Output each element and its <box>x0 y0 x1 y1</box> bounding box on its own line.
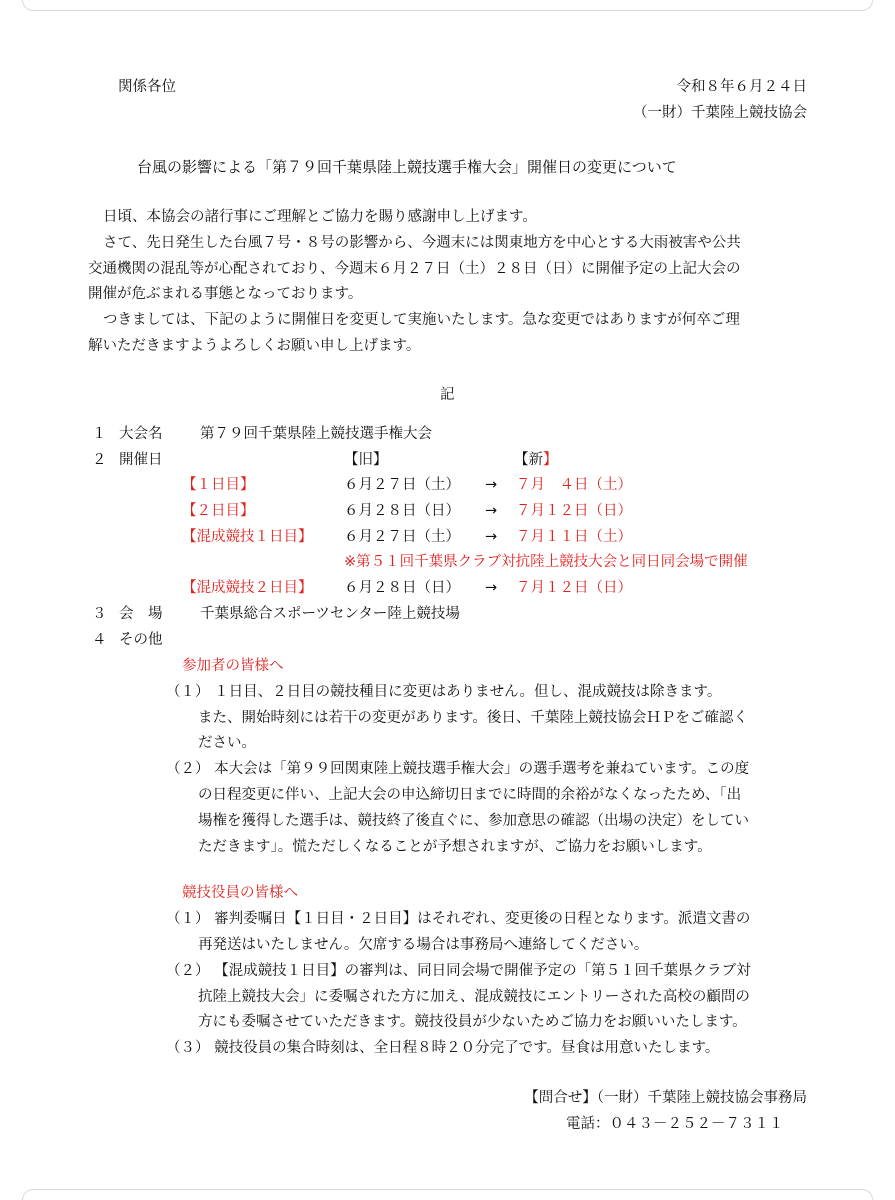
schedule-row-label: 【混成競技１日目】 <box>182 529 313 545</box>
participants-line: また、開始時刻には若干の変更があります。後日、千葉陸上競技協会ＨＰをご確認く <box>198 710 748 726</box>
schedule-row-new: ７月１２日（日） <box>516 503 632 519</box>
officials-line: 方にも委嘱させていただきます。競技役員が少ないためご協力をお願いいたします。 <box>198 1014 747 1030</box>
item-number: １ <box>92 426 107 442</box>
officials-line: （２） 【混成競技１日目】の審判は、同日同会場で開催予定の「第５１回千葉県クラブ対 <box>166 963 751 979</box>
page-edge-top <box>22 0 873 11</box>
event-name: 第７９回千葉県陸上競技選手権大会 <box>200 426 432 442</box>
item-label: 会 場 <box>119 606 163 622</box>
arrow: → <box>485 580 498 596</box>
addressee: 関係各位 <box>118 79 176 95</box>
ki-heading: 記 <box>440 387 455 403</box>
schedule-row-label: 【１日目】 <box>182 477 255 493</box>
item-number: ３ <box>92 606 107 622</box>
body-line: つきましては、下記のように開催日を変更して実施いたします。急な変更ではありますが何卒ご理 <box>103 312 740 328</box>
participants-heading: 参加者の皆様へ <box>182 658 284 674</box>
schedule-row-old: ６月２７日（土） <box>344 529 460 545</box>
body-line: 交通機関の混乱等が心配されており、今週末６月２７日（土）２８日（日）に開催予定の上記大会の <box>88 261 741 277</box>
schedule-note: ※第５１回千葉県クラブ対抗陸上競技大会と同日同会場で開催 <box>344 554 748 570</box>
new-dates-header: 【新】 <box>514 452 558 468</box>
venue: 千葉県総合スポーツセンター陸上競技場 <box>200 606 460 622</box>
body-line: 日頃、本協会の諸行事にご理解とご協力を賜り感謝申し上げます。 <box>103 209 537 225</box>
officials-line: （１） 審判委嘱日【１日目・２日目】はそれぞれ、変更後の日程となります。派遣文書の <box>166 911 751 927</box>
body-line: さて、先日発生した台風７号・８号の影響から、今週末には関東地方を中心とする大雨被害や公共 <box>103 235 741 251</box>
document-date: 令和８年６月２４日 <box>676 79 807 95</box>
officials-heading: 競技役員の皆様へ <box>182 885 298 901</box>
item-number: ２ <box>92 452 107 468</box>
arrow: → <box>485 477 498 493</box>
participants-line: 場権を獲得した選手は、競技終了後直ぐに、参加意思の確認（出場の決定）をしてい <box>198 813 749 829</box>
schedule-row-new: ７月 ４日（土） <box>516 477 632 493</box>
item-label: 開催日 <box>119 452 163 468</box>
officials-line: （３） 競技役員の集合時刻は、全日程８時２０分完了です。昼食は用意いたします。 <box>166 1040 720 1056</box>
schedule-row-old: ６月２７日（土） <box>344 477 460 493</box>
item-label: 大会名 <box>119 426 163 442</box>
sender: （一財）千葉陸上競技協会 <box>633 105 807 121</box>
participants-line: の日程変更に伴い、上記大会の申込締切日までに時間的余裕がなくなったため、「出 <box>198 787 742 803</box>
participants-line: （１） １日目、２日目の競技種目に変更はありません。但し、混成競技は除きます。 <box>166 684 722 700</box>
page-edge-bottom <box>22 1189 873 1200</box>
contact-label: 【問合せ】（一財）千葉陸上競技協会事務局 <box>524 1090 807 1106</box>
arrow: → <box>485 503 498 519</box>
schedule-row-old: ６月２８日（日） <box>344 503 460 519</box>
body-line: 解いただきますようよろしくお願い申し上げます。 <box>88 338 421 354</box>
arrow: → <box>485 529 498 545</box>
participants-line: ださい。 <box>198 735 256 751</box>
schedule-row-old: ６月２８日（日） <box>344 580 460 596</box>
document-title: 台風の影響による「第７９回千葉県陸上競技選手権大会」開催日の変更について <box>137 158 677 176</box>
contact-phone: 電話：０４３－２５２－７３１１ <box>566 1116 784 1132</box>
officials-line: 抗陸上競技大会」に委嘱された方に加え、混成競技にエントリーされた高校の顧問の <box>198 989 750 1005</box>
old-dates-header: 【旧】 <box>344 452 388 468</box>
participants-line: ただきます」。慌ただしくなることが予想されますが、ご協力をお願いします。 <box>198 839 712 855</box>
schedule-row-label: 【２日目】 <box>182 503 255 519</box>
officials-line: 再発送はいたしません。欠席する場合は事務局へ連絡してください。 <box>198 937 649 953</box>
item-number: ４ <box>92 632 107 648</box>
schedule-row-new: ７月１１日（土） <box>516 529 632 545</box>
schedule-row-label: 【混成競技２日目】 <box>182 580 313 596</box>
participants-line: （２） 本大会は「第９９回関東陸上競技選手権大会」の選手選考を兼ねています。この度 <box>166 761 750 777</box>
schedule-row-new: ７月１２日（日） <box>516 580 632 596</box>
body-line: 開催が危ぶまれる事態となっております。 <box>88 286 363 302</box>
item-label: その他 <box>119 632 163 648</box>
